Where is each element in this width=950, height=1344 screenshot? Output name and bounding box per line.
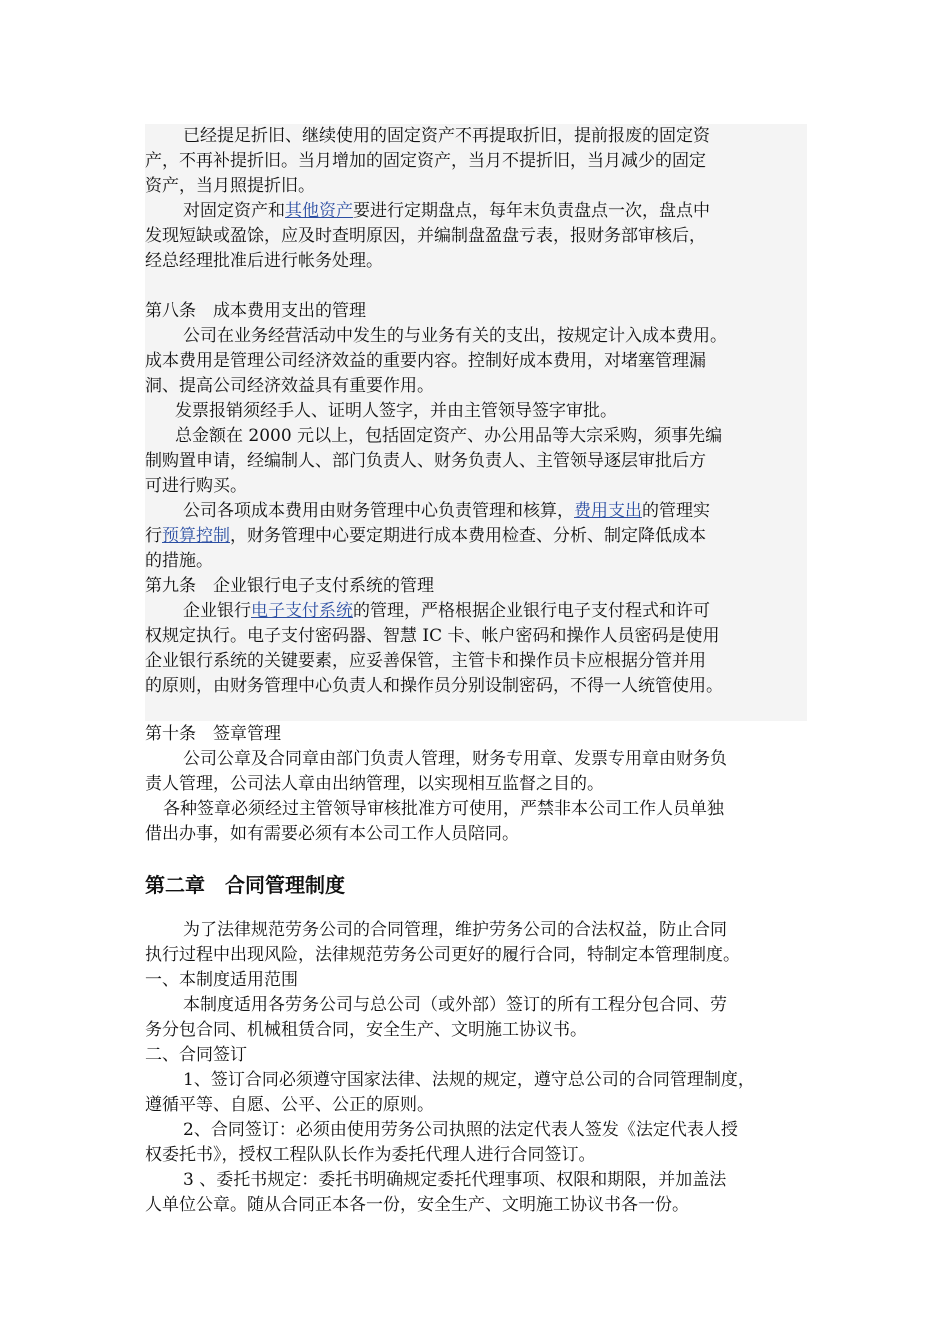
paragraph-line: 2、合同签订：必须由使用劳务公司执照的法定代表人签发《法定代表人授 (183, 1120, 738, 1140)
paragraph-line: 执行过程中出现风险，法律规范劳务公司更好的履行合同，特制定本管理制度。 (145, 945, 740, 965)
paragraph-line: 借出办事，如有需要必须有本公司工作人员陪同。 (145, 824, 519, 844)
paragraph-line: 责人管理，公司法人章由出纳管理，以实现相互监督之目的。 (145, 774, 604, 794)
link-electronic-payment-system[interactable]: 电子支付系统 (251, 601, 353, 621)
paragraph-line: 行预算控制，财务管理中心要定期进行成本费用检查、分析、制定降低成本 (145, 526, 706, 546)
paragraph-line: 企业银行系统的关键要素，应妥善保管，主管卡和操作员卡应根据分管并用 (145, 651, 706, 671)
paragraph-line: 公司在业务经营活动中发生的与业务有关的支出，按规定计入成本费用。 (183, 326, 727, 346)
paragraph-line: 资产，当月照提折旧。 (145, 176, 315, 196)
paragraph-line: 人单位公章。随从合同正本各一份，安全生产、文明施工协议书各一份。 (145, 1195, 689, 1215)
paragraph-line: 发现短缺或盈馀，应及时查明原因，并编制盘盈盘亏表，报财务部审核后， (145, 226, 706, 246)
paragraph-line: 公司公章及合同章由部门负责人管理，财务专用章、发票专用章由财务负 (183, 749, 727, 769)
paragraph-line: 务分包合同、机械租赁合同，安全生产、文明施工协议书。 (145, 1020, 587, 1040)
paragraph-line: 为了法律规范劳务公司的合同管理，维护劳务公司的合法权益，防止合同 (183, 920, 727, 940)
paragraph-line: 对固定资产和其他资产要进行定期盘点，每年末负责盘点一次，盘点中 (183, 201, 710, 221)
section-heading: 一、本制度适用范围 (145, 970, 298, 990)
paragraph-line: 权规定执行。电子支付密码器、智慧 IC 卡、帐户密码和操作人员密码是使用 (145, 626, 720, 646)
link-budget-control[interactable]: 预算控制 (162, 526, 230, 546)
paragraph-line: 1、签订合同必须遵守国家法律、法规的规定，遵守总公司的合同管理制度， (183, 1070, 755, 1090)
paragraph-line: 的措施。 (145, 551, 213, 571)
paragraph-line: 制购置申请，经编制人、部门负责人、财务负责人、主管领导逐层审批后方 (145, 451, 706, 471)
paragraph-line: 经总经理批准后进行帐务处理。 (145, 251, 383, 271)
chapter-title: 第二章 合同管理制度 (145, 873, 345, 897)
link-expense-spending[interactable]: 费用支出 (574, 501, 642, 521)
paragraph-line: 洞、提高公司经济效益具有重要作用。 (145, 376, 434, 396)
article-heading: 第九条 企业银行电子支付系统的管理 (145, 576, 434, 596)
paragraph-line: 权委托书》，授权工程队队长作为委托代理人进行合同签订。 (145, 1145, 596, 1165)
article-heading: 第十条 签章管理 (145, 724, 281, 744)
paragraph-line: 成本费用是管理公司经济效益的重要内容。控制好成本费用，对堵塞管理漏 (145, 351, 706, 371)
paragraph-line: 企业银行电子支付系统的管理，严格根据企业银行电子支付程式和许可 (183, 601, 710, 621)
link-other-assets[interactable]: 其他资产 (285, 201, 353, 221)
paragraph-line: 发票报销须经手人、证明人签字，并由主管领导签字审批。 (175, 401, 617, 421)
article-heading: 第八条 成本费用支出的管理 (145, 301, 366, 321)
paragraph-line: 3 、委托书规定：委托书明确规定委托代理事项、权限和期限，并加盖法 (183, 1170, 727, 1190)
paragraph-line: 的原则，由财务管理中心负责人和操作员分别设制密码，不得一人统管使用。 (145, 676, 723, 696)
paragraph-line: 本制度适用各劳务公司与总公司（或外部）签订的所有工程分包合同、劳 (183, 995, 727, 1015)
paragraph-line: 可进行购买。 (145, 476, 247, 496)
paragraph-line: 各种签章必须经过主管领导审核批准方可使用，严禁非本公司工作人员单独 (163, 799, 724, 819)
section-heading: 二、合同签订 (145, 1045, 247, 1065)
paragraph-line: 遵循平等、自愿、公平、公正的原则。 (145, 1095, 434, 1115)
paragraph-line: 总金额在 2000 元以上，包括固定资产、办公用品等大宗采购，须事先编 (175, 426, 723, 446)
paragraph-line: 已经提足折旧、继续使用的固定资产不再提取折旧，提前报废的固定资 (183, 126, 710, 146)
paragraph-line: 产，不再补提折旧。当月增加的固定资产，当月不提折旧，当月减少的固定 (145, 151, 706, 171)
paragraph-line: 公司各项成本费用由财务管理中心负责管理和核算，费用支出的管理实 (183, 501, 710, 521)
